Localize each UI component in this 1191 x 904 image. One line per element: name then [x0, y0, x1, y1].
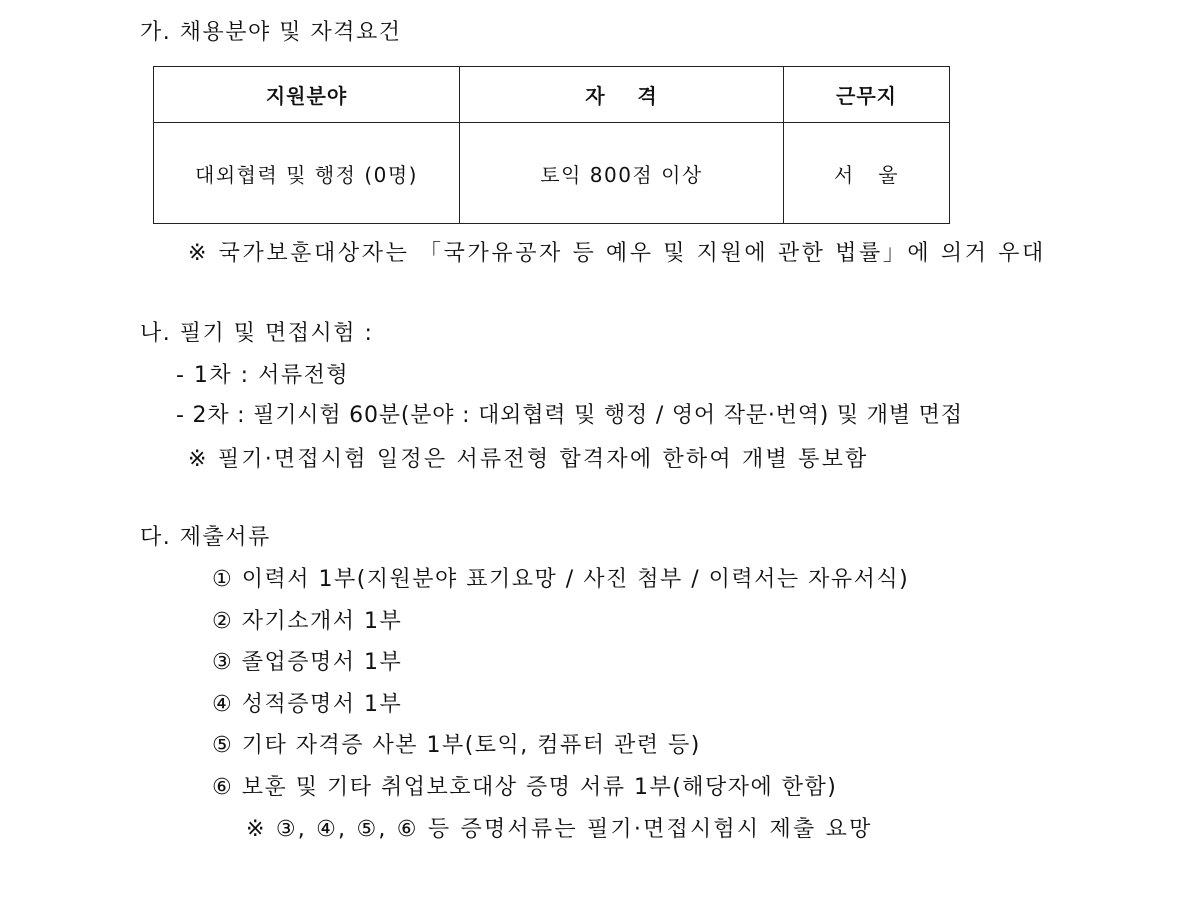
- exam-schedule-note: ※ 필기·면접시험 일정은 서류전형 합격자에 한하여 개별 통보함: [188, 447, 869, 472]
- header-qualification: 자 격: [460, 67, 784, 123]
- section-c-heading: 다. 제출서류: [140, 525, 271, 550]
- list-item: ① 이력서 1부(지원분야 표기요망 / 사진 첨부 / 이력서는 자유서식): [212, 567, 910, 592]
- cell-qualification: 토익 800점 이상: [460, 123, 784, 224]
- list-item: - 1차 : 서류전형: [176, 363, 350, 388]
- list-item: ⑤ 기타 자격증 사본 1부(토익, 컴퓨터 관련 등): [212, 733, 701, 758]
- list-item: ③ 졸업증명서 1부: [212, 650, 403, 675]
- documents-note: ※ ③, ④, ⑤, ⑥ 등 증명서류는 필기·면접시험시 제출 요망: [246, 817, 873, 842]
- cell-location: 서 울: [784, 123, 950, 224]
- veteran-preference-note: ※ 국가보훈대상자는 「국가유공자 등 예우 및 지원에 관한 법률」에 의거 우대: [188, 241, 1046, 266]
- list-item: ⑥ 보훈 및 기타 취업보호대상 증명 서류 1부(해당자에 한함): [212, 775, 838, 800]
- table-row: [154, 123, 950, 224]
- list-item: ④ 성적증명서 1부: [212, 692, 403, 717]
- table-header-row: [154, 67, 950, 123]
- list-item: ② 자기소개서 1부: [212, 609, 403, 634]
- list-item: - 2차 : 필기시험 60분(분야 : 대외협력 및 행정 / 영어 작문·번역) 및 개별 면접: [176, 403, 963, 428]
- section-b-heading: 나. 필기 및 면접시험 :: [140, 321, 374, 346]
- header-field: 지원분야: [154, 67, 460, 123]
- cell-field: 대외협력 및 행정 (0명): [154, 123, 460, 224]
- recruitment-table: [153, 66, 950, 224]
- section-a-heading: 가. 채용분야 및 자격요건: [140, 20, 402, 45]
- header-location: 근무지: [784, 67, 950, 123]
